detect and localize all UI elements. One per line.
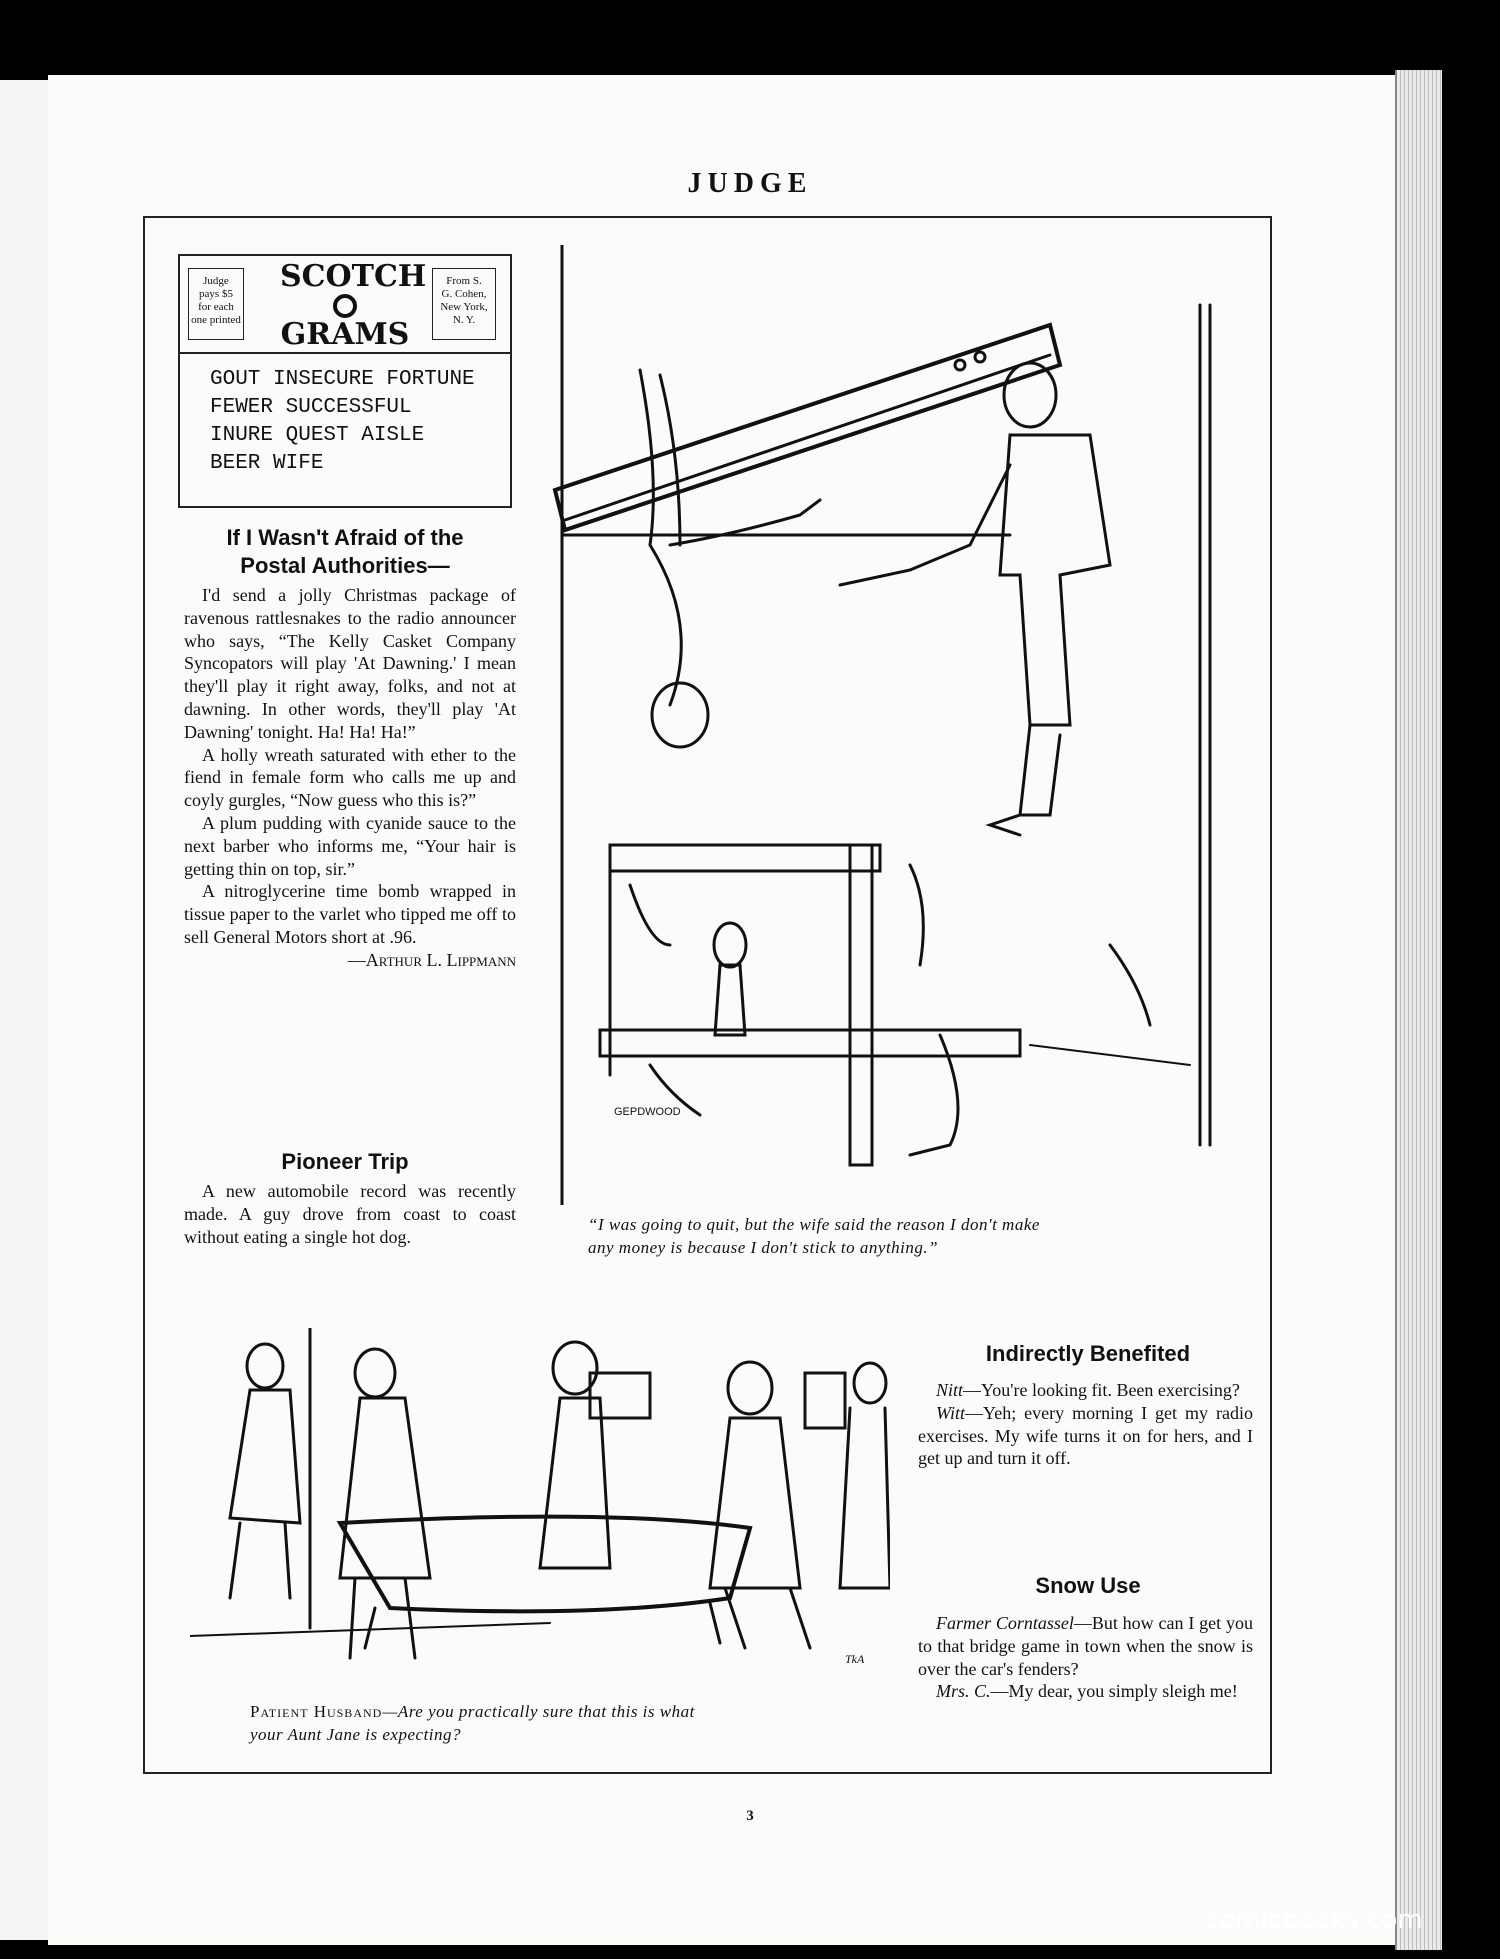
postal-byline: —Arthur L. Lippmann [347,949,516,970]
grams-pay-note: Judge pays $5 for each one printed [188,268,244,340]
top-cartoon-caption: “I was going to quit, but the wife said the reason I don't make any money is because I don't stick to anything.” [588,1215,1040,1257]
indirect-heading: Indirectly Benefited [985,1341,1191,1366]
bottom-cartoon-caption: Patient Husband—Are you practically sure that this is what your Aunt Jane is expecting? [250,1702,695,1744]
postal-body: I'd send a jolly Christmas package of ravenous rattlesnakes to the radio announcer who says, “The Kelly Casket Company Syncopators will play 'At Dawning.' I mean they'll play it right away, folks, and not at dawning. In other words, they'll play 'At Dawning' tonight. Ha! Ha! Ha!” A holly wreath saturated with ether to the fiend in female form who calls me up and coyly gurgles, “Now guess who this is?” A plum pudding with cyanide sauce to the next barber who informs me, “Your hair is getting thin on top, sir.” A nitroglycerine time bomb wrapped in tissue paper to the varlet who tipped me off to sell General Motors short at .96. —Arthur L. Lippmann [184,585,516,970]
scotch-grams-title: SCOTCH GRAMS [280,259,427,352]
snow-body: Farmer Corntassel—But how can I get you to that bridge game in town when the snow is over the car's fenders? Mrs. C.—My dear, you simply sleigh me! [918,1613,1253,1702]
scotch-grams-puzzle: GOUT INSECURE FORTUNE FEWER SUCCESSFUL INURE QUEST AISLE BEER WIFE [210,368,475,475]
page-number: 3 [746,1808,754,1824]
indirect-body: Nitt—You're looking fit. Been exercising? Witt—Yeh; every morning I get my radio exercises. My wife turns it on for hers, and I get up and turn it off. [918,1380,1253,1469]
postal-heading: If I Wasn't Afraid of the Postal Authorities— [226,525,464,578]
bathtub-cartoon-illustration [190,1328,890,1698]
scotch-grams-header [180,256,510,354]
top-cartoon-signature: GEPDWOOD [614,1106,681,1118]
grams-credit-note: From S. G. Cohen, New York, N. Y. [432,268,496,340]
pioneer-body: A new automobile record was recently made. A guy drove from coast to coast without eating a single hot dog. [184,1181,516,1247]
facing-page-edge [0,80,51,1940]
watermark: comicbooks.com [1205,1905,1423,1935]
caption-speaker: Patient Husband [250,1702,383,1721]
girder-cartoon-illustration [550,245,1240,1205]
masthead: JUDGE [687,168,813,199]
snow-heading: Snow Use [1035,1573,1141,1598]
grams-o-ring-icon [333,294,357,318]
bottom-cartoon-signature: TkA [845,1652,865,1666]
page-stack-edges [1395,70,1442,1950]
pioneer-heading: Pioneer Trip [281,1149,409,1174]
